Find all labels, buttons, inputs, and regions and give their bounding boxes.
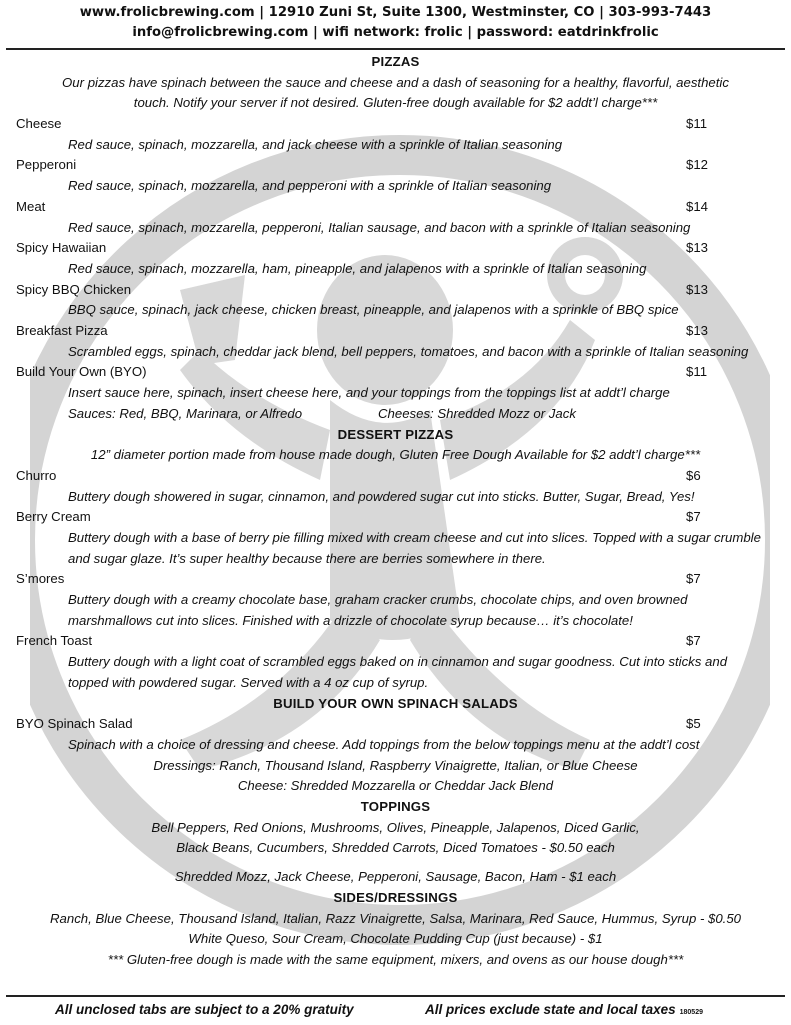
item-description: Spinach with a choice of dressing and cheese. Add toppings from the below toppings menu at the addt’l cost [68, 736, 700, 752]
toppings-heading: TOPPINGS [360, 799, 431, 815]
gluten-free-note: *** Gluten-free dough is made with the same equipment, mixers, and ovens as our house dough*** [107, 951, 684, 967]
header-address-line: www.frolicbrewing.com | 12910 Zuni St, Suite 1300, Westminster, CO | 303-993-7443 [79, 5, 712, 20]
header-wifi-line: info@frolicbrewing.com | wifi network: frolic | password: eatdrinkfrolic [132, 25, 659, 40]
menu-item-berry-cream [0, 507, 791, 528]
item-name: Pepperoni [16, 157, 77, 173]
item-description: Scrambled eggs, spinach, cheddar jack blend, bell peppers, tomatoes, and bacon with a sprinkle of Italian seasoning [68, 343, 749, 359]
footer-divider [6, 995, 785, 997]
item-price: $7 [686, 633, 701, 649]
menu-code: 180529 [679, 1009, 703, 1016]
pizzas-intro-1: Our pizzas have spinach between the sauce and cheese and a dash of seasoning for a healthy, flavorful, aesthetic [62, 74, 729, 90]
menu-item-pepperoni [0, 155, 791, 176]
header-divider [6, 48, 785, 50]
menu-item-byo-salad [0, 714, 791, 735]
salad-cheese: Cheese: Shredded Mozzarella or Cheddar Jack Blend [237, 778, 554, 794]
sides-line-1: Ranch, Blue Cheese, Thousand Island, Italian, Razz Vinaigrette, Salsa, Marinara, Red Sauce, Hummus, Syrup - $0.50 [50, 910, 741, 926]
toppings-line-2: Black Beans, Cucumbers, Shredded Carrots, Diced Tomatoes - $0.50 each [176, 840, 615, 856]
salad-dressings: Dressings: Ranch, Thousand Island, Raspberry Vinaigrette, Italian, or Blue Cheese [153, 757, 638, 773]
item-price: $11 [686, 116, 708, 132]
item-description: Buttery dough showered in sugar, cinnamon, and powdered sugar cut into sticks. Butter, Sugar, Bread, Yes! [68, 488, 695, 504]
tax-notice-text: All prices exclude state and local taxes [425, 1002, 676, 1017]
item-name: Build Your Own (BYO) [16, 364, 147, 380]
menu-item-byo [0, 362, 791, 383]
contact-header [0, 0, 791, 44]
menu-item-meat [0, 197, 791, 218]
item-description: Buttery dough with a creamy chocolate base, graham cracker crumbs, chocolate chips, and oven browned marshmallows cut into slices. Finished with a drizzle of chocolate syrup because… it’s chocolate! [68, 592, 688, 628]
menu-item-spicy-hawaiian [0, 238, 791, 259]
item-price: $6 [686, 467, 701, 483]
item-name: Meat [16, 198, 46, 214]
item-description: BBQ sauce, spinach, jack cheese, chicken breast, pineapple, and jalapenos with a sprinkle of BBQ spice [68, 302, 679, 318]
footer [0, 999, 791, 1023]
item-name: French Toast [16, 633, 92, 649]
toppings-line-1: Bell Peppers, Red Onions, Mushrooms, Olives, Pineapple, Jalapenos, Diced Garlic, [151, 819, 640, 835]
salads-heading: BUILD YOUR OWN SPINACH SALADS [273, 695, 518, 711]
dessert-intro: 12” diameter portion made from house made dough, Gluten Free Dough Available for $2 addt’l charge*** [90, 447, 701, 463]
pizzas-heading: PIZZAS [371, 54, 420, 69]
menu-item-breakfast-pizza [0, 321, 791, 342]
item-description: Buttery dough with a light coat of scrambled eggs baked on in cinnamon and sugar goodness. Cut into sticks and topped with powdered sugar. Served with a 4 oz cup of syrup. [68, 654, 728, 690]
menu-content [0, 52, 791, 971]
item-name: BYO Spinach Salad [16, 716, 133, 732]
item-price: $13 [686, 323, 709, 339]
item-price: $7 [686, 571, 701, 587]
item-name: Berry Cream [16, 509, 91, 525]
menu-item-smores [0, 569, 791, 590]
cheeses-list: Cheeses: Shredded Mozz or Jack [378, 405, 576, 421]
item-name: Spicy Hawaiian [16, 240, 107, 256]
item-description: Insert sauce here, spinach, insert cheese here, and your toppings from the toppings list at addt’l charge [68, 385, 670, 401]
menu-item-cheese [0, 114, 791, 135]
menu-item-churro [0, 466, 791, 487]
item-name: S’mores [16, 571, 65, 587]
sauces-list: Sauces: Red, BBQ, Marinara, or Alfredo [68, 405, 303, 421]
toppings-line-3: Shredded Mozz, Jack Cheese, Pepperoni, Sausage, Bacon, Ham - $1 each [174, 869, 617, 885]
menu-item-spicy-bbq-chicken [0, 280, 791, 301]
item-description: Red sauce, spinach, mozzarella, and jack cheese with a sprinkle of Italian seasoning [68, 136, 563, 152]
item-price: $13 [686, 240, 709, 256]
item-price: $11 [686, 364, 708, 380]
item-price: $13 [686, 281, 709, 297]
gratuity-notice: All unclosed tabs are subject to a 20% gratuity [55, 1002, 354, 1017]
item-description: Buttery dough with a base of berry pie filling mixed with cream cheese and cut into slices. Topped with a sugar crumble and sugar glaze. It’s super healthy because there are berries somewhere in there. [68, 529, 761, 566]
dessert-heading: DESSERT PIZZAS [337, 426, 454, 442]
byo-options [0, 404, 791, 425]
tax-notice [425, 1002, 703, 1017]
item-price: $7 [686, 509, 701, 525]
item-name: Cheese [16, 116, 62, 132]
sides-line-2: White Queso, Sour Cream, Chocolate Pudding Cup (just because) - $1 [188, 931, 603, 947]
item-name: Churro [16, 467, 57, 483]
item-price: $5 [686, 716, 701, 732]
pizzas-intro-2: touch. Notify your server if not desired. Gluten-free dough available for $2 addt’l charge*** [133, 95, 658, 111]
item-name: Spicy BBQ Chicken [16, 281, 132, 297]
item-description: Red sauce, spinach, mozzarella, and pepperoni with a sprinkle of Italian seasoning [68, 178, 552, 194]
item-price: $14 [686, 198, 709, 214]
item-description: Red sauce, spinach, mozzarella, ham, pineapple, and jalapenos with a sprinkle of Italian seasoning [68, 260, 647, 276]
item-name: Breakfast Pizza [16, 323, 108, 339]
menu-item-french-toast [0, 631, 791, 652]
sides-heading: SIDES/DRESSINGS [333, 889, 458, 905]
item-description: Red sauce, spinach, mozzarella, pepperoni, Italian sausage, and bacon with a sprinkle of Italian seasoning [68, 219, 691, 235]
item-price: $12 [686, 157, 709, 173]
